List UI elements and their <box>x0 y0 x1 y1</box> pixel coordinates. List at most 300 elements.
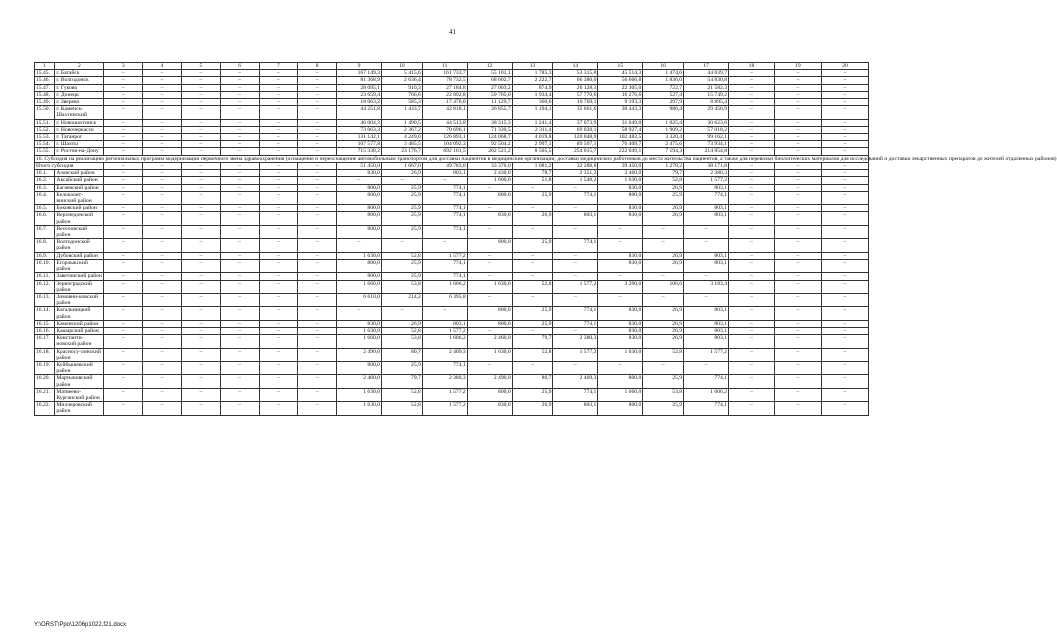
table-row <box>35 327 869 334</box>
value-cell: – <box>104 163 143 170</box>
value-cell: 73 934,1 <box>684 141 729 148</box>
value-cell: – <box>298 327 337 334</box>
value-cell: 53,8 <box>643 388 684 401</box>
column-header-cell: 1 <box>35 63 55 70</box>
value-cell: 830,0 <box>337 320 382 327</box>
value-cell: 2 460,0 <box>598 170 643 177</box>
row-number-cell: 15.52. <box>35 126 55 133</box>
value-cell: – <box>729 225 775 238</box>
value-cell: – <box>821 184 868 191</box>
value-cell: – <box>104 119 143 126</box>
value-cell: 360,6 <box>512 99 553 106</box>
value-cell: – <box>821 191 868 204</box>
value-cell: – <box>821 212 868 225</box>
value-cell: 214 854,8 <box>684 148 729 155</box>
value-cell: – <box>774 134 821 141</box>
row-number-cell: 15.55. <box>35 148 55 155</box>
value-cell: – <box>220 184 259 191</box>
value-cell: 78,7 <box>512 170 553 177</box>
value-cell: – <box>821 148 868 155</box>
value-cell: 49 783,0 <box>422 163 467 170</box>
value-cell: 803,1 <box>684 252 729 259</box>
value-cell: 214,2 <box>381 293 422 306</box>
value-cell: – <box>220 191 259 204</box>
value-cell: – <box>729 273 775 280</box>
value-cell: – <box>259 70 298 77</box>
value-cell: – <box>143 225 182 238</box>
value-cell: 8 505,5 <box>512 148 553 155</box>
row-name-cell: Верхнедонской район <box>55 212 104 225</box>
value-cell: – <box>143 259 182 272</box>
value-cell: – <box>512 184 553 191</box>
value-cell: – <box>104 273 143 280</box>
value-cell: – <box>512 205 553 212</box>
value-cell: 1 241,4 <box>512 119 553 126</box>
row-name-cell: г. Волгодонск <box>55 77 104 84</box>
row-name-cell: Зимовни-ковский район <box>55 293 104 306</box>
value-cell: – <box>553 205 598 212</box>
value-cell: – <box>729 388 775 401</box>
value-cell: – <box>259 335 298 348</box>
value-cell: 120 048,9 <box>553 134 598 141</box>
value-cell: 52,8 <box>381 327 422 334</box>
value-cell: – <box>684 225 729 238</box>
value-cell: 18 063,2 <box>337 99 382 106</box>
row-number-cell: 15.53. <box>35 134 55 141</box>
value-cell: – <box>729 184 775 191</box>
value-cell: 1 630,0 <box>337 252 382 259</box>
value-cell: 222 049,1 <box>598 148 643 155</box>
value-cell: 2 351,3 <box>553 170 598 177</box>
value-cell: 2 997,1 <box>512 141 553 148</box>
section-title: 16. Субсидия на реализацию региональных программ модернизации первичного звена здравоохранения (оснащение и переоснащение автомобильным транспортом для доставки пациентов в медицинские организации, доставки медицинских работников до места жительства пациентов, а также для перевозки биологических материалов для исследований и доставки лекарственных препаратов до жителей отдаленных районов) <box>36 155 1057 162</box>
value-cell: 2 409,3 <box>553 375 598 388</box>
value-cell: – <box>729 307 775 320</box>
row-number-cell: 15.45. <box>35 70 55 77</box>
table-row <box>35 126 869 133</box>
row-number-cell: 16.9. <box>35 252 55 259</box>
value-cell: – <box>298 91 337 98</box>
value-cell: 52,8 <box>643 348 684 361</box>
value-cell: – <box>729 259 775 272</box>
value-cell: 9 193,3 <box>598 99 643 106</box>
row-number-cell: 16.19. <box>35 361 55 374</box>
table-row <box>35 402 869 415</box>
page-number: 41 <box>449 28 456 36</box>
value-cell: 2 380,3 <box>684 170 729 177</box>
value-cell: 774,1 <box>422 205 467 212</box>
value-cell: – <box>259 388 298 401</box>
value-cell: – <box>512 327 553 334</box>
row-name-cell: Аксайский район <box>55 177 104 184</box>
value-cell: 830,0 <box>467 402 512 415</box>
table-row <box>35 119 869 126</box>
value-cell: – <box>821 273 868 280</box>
column-header-cell: 12 <box>467 63 512 70</box>
value-cell: 585,3 <box>381 99 422 106</box>
value-cell: 25,9 <box>381 184 422 191</box>
value-cell: 38 171,8 <box>684 163 729 170</box>
value-cell: 1 577,2 <box>684 348 729 361</box>
row-name-cell: Веселовский район <box>55 225 104 238</box>
row-name-cell: Заветинский район <box>55 273 104 280</box>
table-row <box>35 177 869 184</box>
value-cell: – <box>729 348 775 361</box>
value-cell: 4 019,8 <box>512 134 553 141</box>
value-cell: 1 606,2 <box>422 280 467 293</box>
value-cell: 1 934,4 <box>512 91 553 98</box>
value-cell: – <box>774 106 821 119</box>
value-cell: 102 482,5 <box>598 134 643 141</box>
value-cell: – <box>143 106 182 119</box>
value-cell: – <box>774 361 821 374</box>
value-cell: 23 659,4 <box>337 91 382 98</box>
value-cell: 26,9 <box>643 252 684 259</box>
value-cell: 15 749,2 <box>684 91 729 98</box>
value-cell: – <box>181 84 220 91</box>
value-cell: 1 660,0 <box>598 388 643 401</box>
value-cell: – <box>337 239 382 252</box>
value-cell: 800,0 <box>598 402 643 415</box>
value-cell: 1 630,0 <box>337 327 382 334</box>
value-cell: 1 474,6 <box>643 70 684 77</box>
value-cell: – <box>143 273 182 280</box>
value-cell: – <box>220 99 259 106</box>
value-cell: 1 600,0 <box>467 177 512 184</box>
value-cell: 26,9 <box>381 170 422 177</box>
value-cell: 1 577,2 <box>422 388 467 401</box>
value-cell: – <box>143 70 182 77</box>
value-cell: 800,0 <box>337 273 382 280</box>
table-row <box>35 191 869 204</box>
value-cell: 830,0 <box>598 259 643 272</box>
value-cell: – <box>104 205 143 212</box>
value-cell: 3 320,4 <box>643 134 684 141</box>
value-cell: 79,7 <box>643 170 684 177</box>
value-cell: – <box>259 273 298 280</box>
value-cell: 800,0 <box>337 191 382 204</box>
row-number-cell: 15.47. <box>35 84 55 91</box>
value-cell: – <box>774 375 821 388</box>
value-cell: – <box>298 280 337 293</box>
value-cell: – <box>512 273 553 280</box>
row-number-cell: 15.49. <box>35 99 55 106</box>
value-cell: 830,0 <box>598 205 643 212</box>
value-cell: – <box>104 84 143 91</box>
row-name-cell: Белокалит-винский район <box>55 191 104 204</box>
value-cell: 1 194,1 <box>512 106 553 119</box>
value-cell: – <box>259 307 298 320</box>
value-cell: – <box>298 141 337 148</box>
value-cell: – <box>181 170 220 177</box>
value-cell: – <box>259 126 298 133</box>
value-cell: 774,1 <box>684 191 729 204</box>
value-cell: 774,1 <box>422 259 467 272</box>
value-cell: – <box>259 148 298 155</box>
value-cell: – <box>220 273 259 280</box>
table-row <box>35 70 869 77</box>
value-cell: – <box>143 84 182 91</box>
value-cell: – <box>729 205 775 212</box>
column-header-cell: 18 <box>729 63 775 70</box>
value-cell: – <box>774 119 821 126</box>
value-cell: – <box>143 348 182 361</box>
value-cell: – <box>220 170 259 177</box>
row-name-cell: Миллеровский район <box>55 402 104 415</box>
value-cell: – <box>298 119 337 126</box>
value-cell: – <box>181 191 220 204</box>
value-cell: – <box>729 293 775 306</box>
value-cell: 1 548,2 <box>553 177 598 184</box>
value-cell: – <box>729 335 775 348</box>
value-cell: – <box>774 70 821 77</box>
value-cell: 21 582,3 <box>684 84 729 91</box>
table-row <box>35 225 869 238</box>
value-cell: – <box>181 388 220 401</box>
value-cell: 26,9 <box>643 320 684 327</box>
column-header-cell: 17 <box>684 63 729 70</box>
value-cell: – <box>104 99 143 106</box>
value-cell: – <box>104 280 143 293</box>
value-cell: 25,9 <box>512 239 553 252</box>
value-cell: – <box>821 134 868 141</box>
value-cell: – <box>181 307 220 320</box>
value-cell: – <box>774 348 821 361</box>
value-cell: – <box>298 348 337 361</box>
value-cell: – <box>143 170 182 177</box>
value-cell: 803,1 <box>684 184 729 191</box>
value-cell: – <box>821 335 868 348</box>
column-header-cell: 14 <box>553 63 598 70</box>
value-cell: – <box>104 141 143 148</box>
value-cell: – <box>259 134 298 141</box>
row-number-cell: 16.7. <box>35 225 55 238</box>
value-cell: 22 892,8 <box>422 91 467 98</box>
value-cell: – <box>729 280 775 293</box>
value-cell: 3 183,4 <box>684 280 729 293</box>
value-cell: 800,0 <box>337 212 382 225</box>
value-cell: – <box>181 252 220 259</box>
value-cell: – <box>259 205 298 212</box>
value-cell: – <box>553 361 598 374</box>
value-cell: 52,8 <box>512 348 553 361</box>
value-cell: – <box>821 141 868 148</box>
row-name-cell: г. Каменск-Шахтинский <box>55 106 104 119</box>
value-cell: – <box>643 273 684 280</box>
value-cell: – <box>104 134 143 141</box>
value-cell: – <box>143 177 182 184</box>
value-cell: – <box>298 402 337 415</box>
value-cell: – <box>553 184 598 191</box>
value-cell: – <box>181 70 220 77</box>
value-cell: 26,9 <box>512 212 553 225</box>
value-cell: – <box>298 252 337 259</box>
value-cell: – <box>337 177 382 184</box>
value-cell: 76 409,7 <box>598 141 643 148</box>
value-cell: 25,9 <box>643 191 684 204</box>
value-cell: – <box>821 259 868 272</box>
value-cell: – <box>774 388 821 401</box>
value-cell: – <box>298 361 337 374</box>
value-cell: 33 370,0 <box>467 163 512 170</box>
value-cell: 80,7 <box>381 348 422 361</box>
value-cell: – <box>298 163 337 170</box>
value-cell: 161 733,7 <box>422 70 467 77</box>
value-cell: 30 443,3 <box>598 106 643 119</box>
value-cell: 1 577,2 <box>553 280 598 293</box>
value-cell: 79,7 <box>381 375 422 388</box>
value-cell: – <box>467 252 512 259</box>
value-cell: 2 222,7 <box>512 77 553 84</box>
value-cell: – <box>220 148 259 155</box>
row-name-cell: г. Новочеркасск <box>55 126 104 133</box>
value-cell: – <box>259 119 298 126</box>
value-cell: 167 149,3 <box>337 70 382 77</box>
table-row <box>35 273 869 280</box>
value-cell: 262 521,2 <box>467 148 512 155</box>
value-cell: 44 251,8 <box>337 106 382 119</box>
value-cell: 800,0 <box>467 307 512 320</box>
value-cell: 26,9 <box>643 327 684 334</box>
column-header-cell: 8 <box>298 63 337 70</box>
value-cell: 803,1 <box>422 170 467 177</box>
value-cell: – <box>774 225 821 238</box>
value-cell: 874,9 <box>512 84 553 91</box>
value-cell: – <box>298 307 337 320</box>
value-cell: – <box>143 184 182 191</box>
value-cell: – <box>467 205 512 212</box>
value-cell: 830,0 <box>598 327 643 334</box>
value-cell: – <box>467 273 512 280</box>
row-name-cell: Азовский район <box>55 170 104 177</box>
total-row <box>35 163 869 170</box>
value-cell: – <box>598 293 643 306</box>
value-cell: – <box>298 191 337 204</box>
value-cell: 2 380,3 <box>422 375 467 388</box>
row-name-cell: г. Таганрог <box>55 134 104 141</box>
value-cell: – <box>729 170 775 177</box>
row-name-cell: Каменский район <box>55 320 104 327</box>
value-cell: – <box>181 225 220 238</box>
value-cell: 73 063,3 <box>337 126 382 133</box>
value-cell: 2 490,0 <box>467 375 512 388</box>
value-cell: – <box>729 239 775 252</box>
table-row <box>35 307 869 320</box>
value-cell: – <box>181 259 220 272</box>
value-cell: 25,9 <box>512 307 553 320</box>
value-cell: 39 450,0 <box>598 163 643 170</box>
column-header-cell: 6 <box>220 63 259 70</box>
value-cell: – <box>729 148 775 155</box>
value-cell: – <box>220 205 259 212</box>
value-cell: 71 339,5 <box>467 126 512 133</box>
value-cell: – <box>298 126 337 133</box>
value-cell: – <box>298 84 337 91</box>
value-cell: 52,8 <box>381 388 422 401</box>
value-cell: – <box>104 70 143 77</box>
table-row <box>35 388 869 401</box>
value-cell: – <box>298 106 337 119</box>
value-cell: 2 409,3 <box>422 348 467 361</box>
value-cell: – <box>220 348 259 361</box>
value-cell: 774,1 <box>422 212 467 225</box>
value-cell: – <box>104 388 143 401</box>
value-cell: – <box>259 361 298 374</box>
section-title-row <box>35 155 869 162</box>
value-cell: – <box>821 375 868 388</box>
value-cell: 52,8 <box>512 280 553 293</box>
value-cell: 29 456,9 <box>684 106 729 119</box>
table-row <box>35 134 869 141</box>
value-cell: – <box>181 148 220 155</box>
value-cell: – <box>104 348 143 361</box>
value-cell: – <box>220 177 259 184</box>
row-number-cell: 16.14. <box>35 307 55 320</box>
value-cell: – <box>220 141 259 148</box>
value-cell: – <box>104 77 143 84</box>
value-cell: 830,0 <box>598 212 643 225</box>
value-cell: – <box>512 361 553 374</box>
value-cell: – <box>143 402 182 415</box>
value-cell: – <box>729 84 775 91</box>
value-cell: – <box>181 177 220 184</box>
value-cell: – <box>729 106 775 119</box>
value-cell: – <box>259 239 298 252</box>
value-cell: 31 649,0 <box>598 119 643 126</box>
value-cell: – <box>298 375 337 388</box>
value-cell: – <box>181 205 220 212</box>
value-cell: – <box>643 293 684 306</box>
value-cell: 1 667,0 <box>381 163 422 170</box>
row-number-cell: 15.54. <box>35 141 55 148</box>
value-cell: 26,9 <box>643 259 684 272</box>
value-cell: – <box>220 293 259 306</box>
value-cell: – <box>220 70 259 77</box>
value-cell: – <box>774 327 821 334</box>
table-row <box>35 170 869 177</box>
value-cell: 53,8 <box>381 280 422 293</box>
value-cell: 42 818,1 <box>422 106 467 119</box>
value-cell: 1 577,2 <box>422 402 467 415</box>
value-cell: – <box>143 307 182 320</box>
value-cell: 25,9 <box>512 320 553 327</box>
value-cell: 766,6 <box>381 91 422 98</box>
value-cell: – <box>821 70 868 77</box>
value-cell: 99 162,1 <box>684 134 729 141</box>
value-cell: – <box>729 252 775 259</box>
value-cell: 774,1 <box>553 239 598 252</box>
value-cell: 66 380,0 <box>553 77 598 84</box>
value-cell: – <box>774 126 821 133</box>
table-row <box>35 361 869 374</box>
value-cell: – <box>774 99 821 106</box>
value-cell: – <box>104 293 143 306</box>
value-cell: – <box>774 184 821 191</box>
table-row <box>35 184 869 191</box>
value-cell: 25,9 <box>512 191 553 204</box>
value-cell: 2 430,0 <box>467 170 512 177</box>
row-name-cell: г. Гуково <box>55 84 104 91</box>
value-cell: 53 315,8 <box>553 70 598 77</box>
value-cell: – <box>729 77 775 84</box>
table-row <box>35 148 869 155</box>
value-cell: 1 785,3 <box>512 70 553 77</box>
value-cell: – <box>821 402 868 415</box>
table-row <box>35 335 869 348</box>
row-number-cell: 16.3. <box>35 184 55 191</box>
value-cell: – <box>143 239 182 252</box>
value-cell: – <box>181 106 220 119</box>
